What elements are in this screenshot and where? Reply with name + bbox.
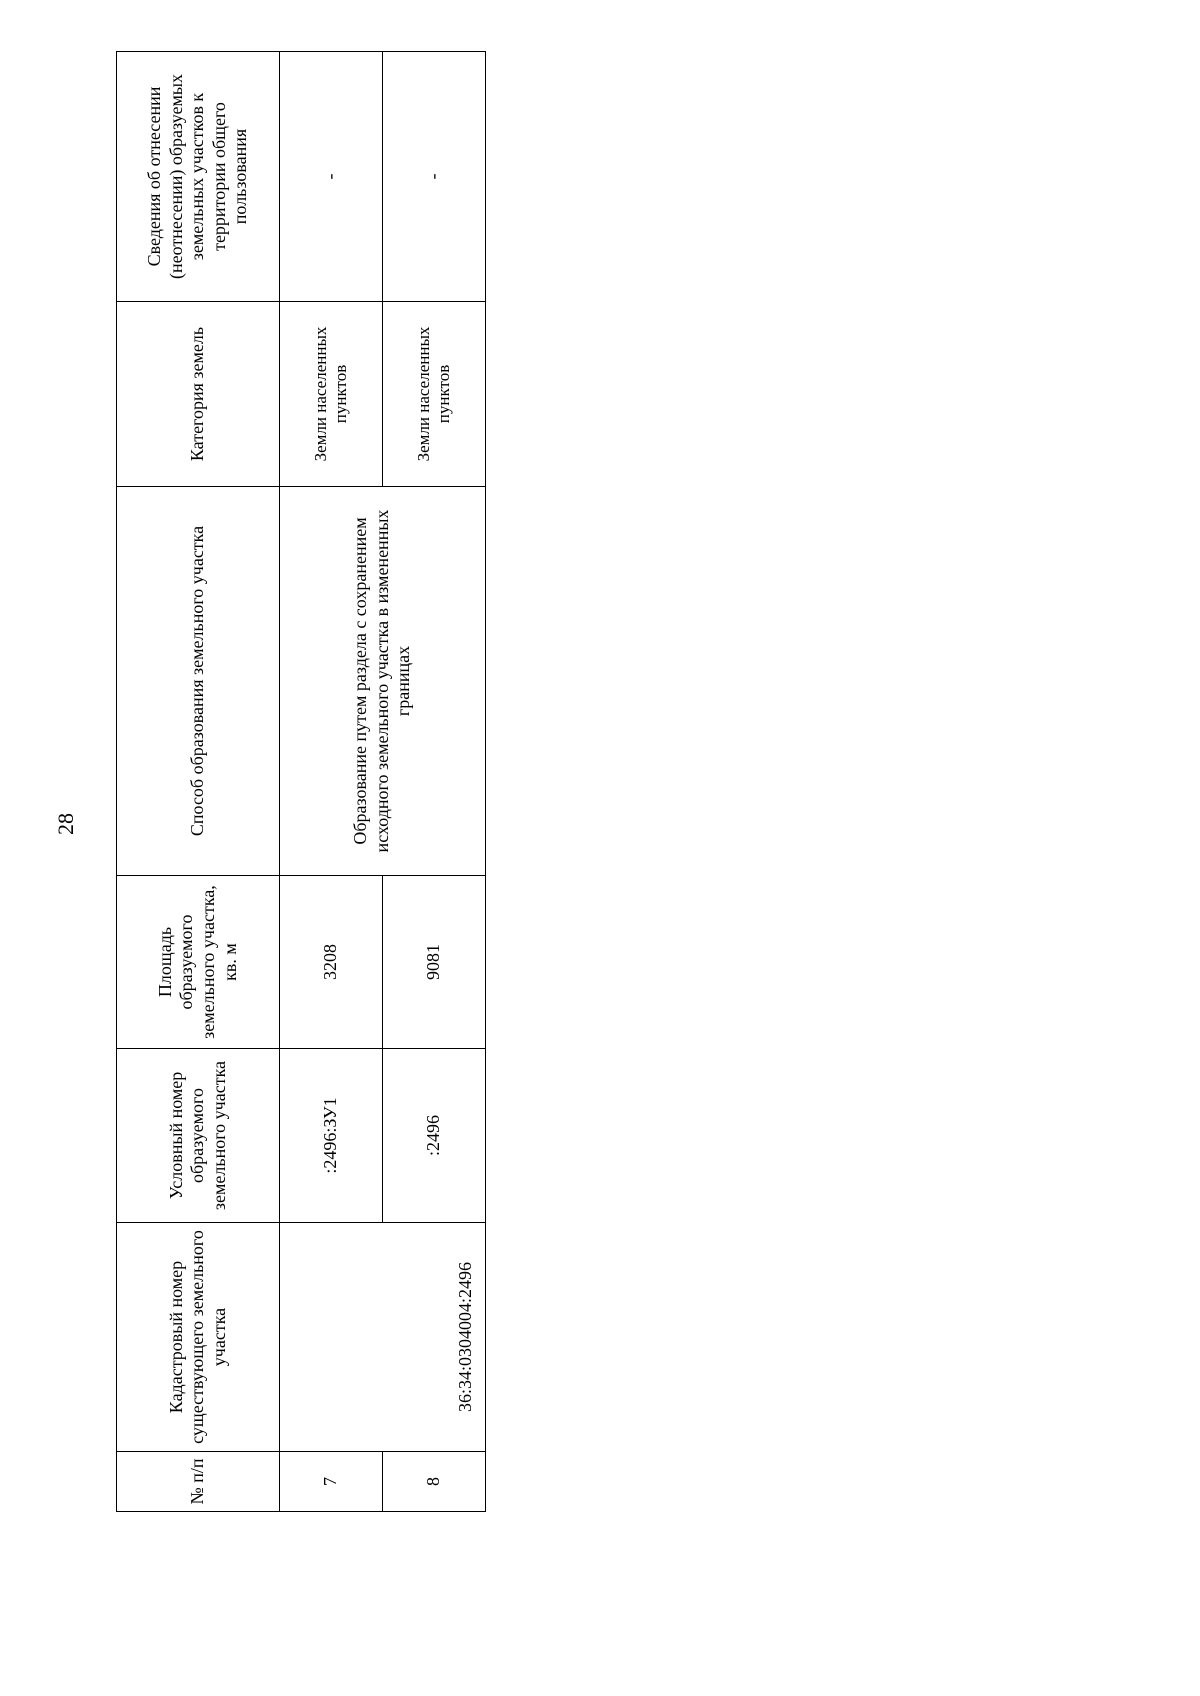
rotated-table-container	[116, 52, 474, 1512]
formation-method: Образование путем раздела с сохранением исходного земельного участка в измененных границах	[280, 487, 486, 876]
area-value: 3208	[280, 876, 383, 1049]
row-number: 7	[280, 1452, 383, 1512]
public-territory-value: -	[280, 52, 383, 302]
header-cell-conditional-number: Условный номер образуемого земельного участка	[117, 1049, 280, 1223]
row-number: 8	[383, 1452, 486, 1512]
header-cell-number: № п/п	[117, 1452, 280, 1512]
header-cell-cadastral-number: Кадастровый номер существующего земельного участка	[117, 1223, 280, 1452]
conditional-number: :2496:ЗУ1	[280, 1049, 383, 1223]
table-header-row	[117, 52, 280, 1512]
land-parcels-table	[116, 51, 486, 1512]
header-cell-land-category: Категория земель	[117, 302, 280, 487]
conditional-number: :2496	[383, 1049, 486, 1223]
public-territory-value: -	[383, 52, 486, 302]
header-cell-area: Площадь образуемого земельного участка, кв. м	[117, 876, 280, 1049]
land-category: Земли населенных пунктов	[383, 302, 486, 487]
area-value: 9081	[383, 876, 486, 1049]
header-cell-formation-method: Способ образования земельного участка	[117, 487, 280, 876]
page-number: 28	[53, 813, 78, 835]
table-row	[280, 52, 383, 1512]
land-category: Земли населенных пунктов	[280, 302, 383, 487]
existing-cadastral-number: 36:34:0304004:2496	[280, 1223, 486, 1452]
header-cell-public-territory: Сведения об отнесении (неотнесении) образуемых земельных участков к территории общего пользования	[117, 52, 280, 302]
